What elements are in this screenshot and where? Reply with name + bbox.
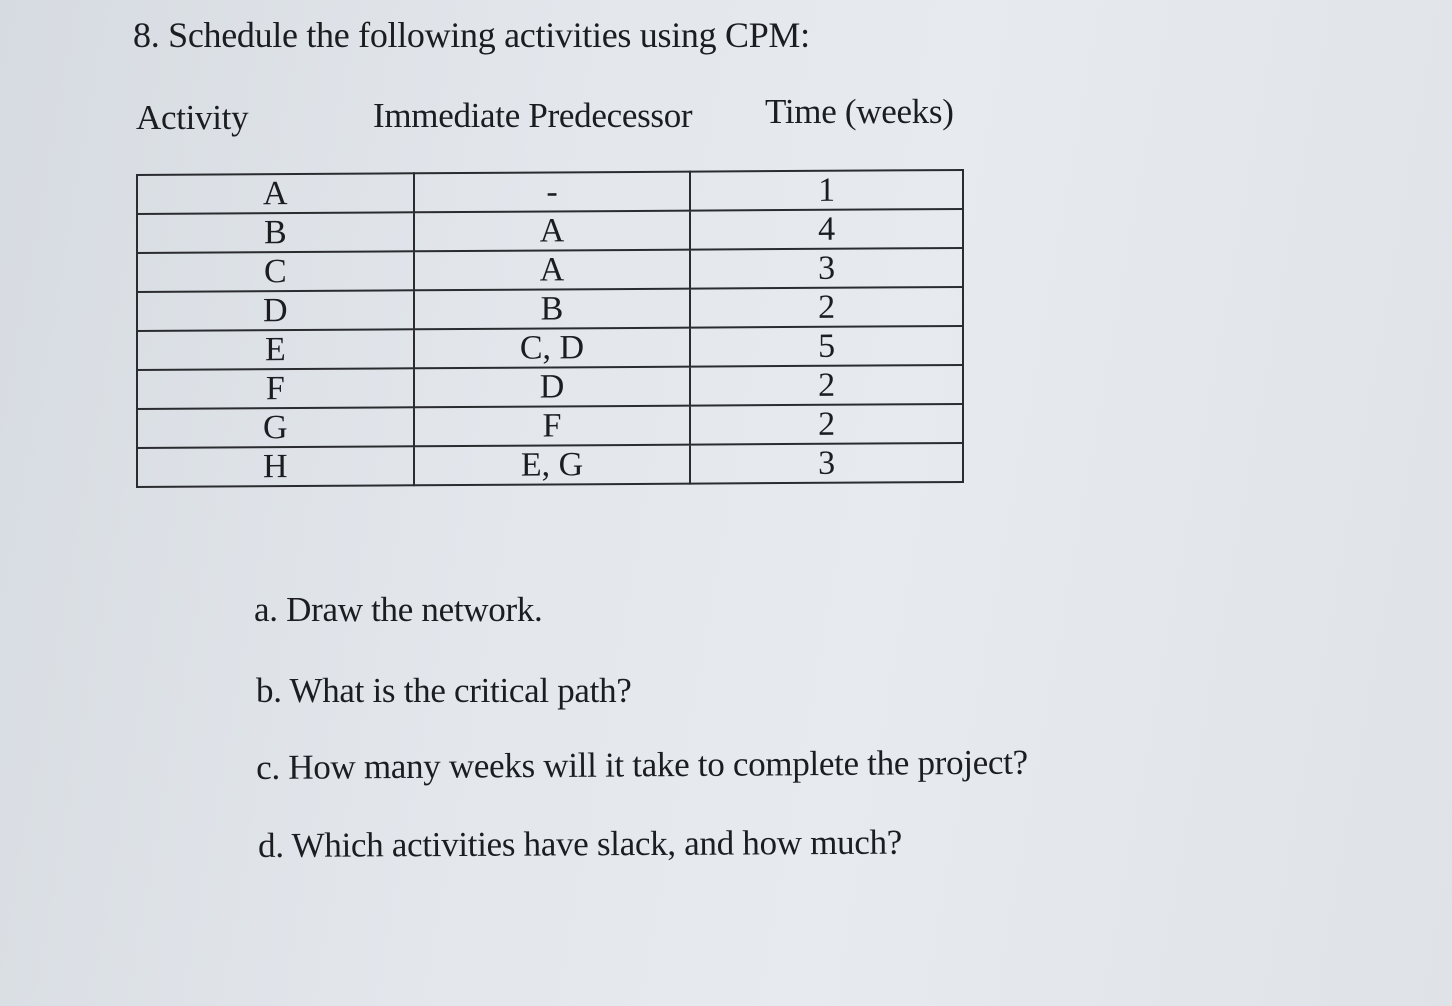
table-row bbox=[137, 248, 963, 292]
activity-cell: A bbox=[137, 173, 414, 214]
table-row bbox=[137, 209, 963, 253]
time-cell: 3 bbox=[690, 248, 963, 289]
time-cell: 4 bbox=[690, 209, 963, 250]
time-cell: 5 bbox=[690, 326, 963, 367]
predecessor-cell: E, G bbox=[414, 445, 691, 486]
time-cell: 2 bbox=[690, 365, 963, 406]
activity-table bbox=[136, 169, 964, 488]
predecessor-cell: A bbox=[414, 250, 691, 291]
header-immediate-predecessor: Immediate Predecessor bbox=[373, 96, 693, 135]
question-a: a. Draw the network. bbox=[254, 590, 543, 629]
activity-cell: B bbox=[137, 212, 414, 253]
problem-title: 8. Schedule the following activities using CPM: bbox=[133, 15, 810, 55]
predecessor-cell: D bbox=[414, 367, 691, 408]
table-row bbox=[137, 365, 963, 409]
predecessor-cell: B bbox=[414, 289, 691, 330]
time-cell: 1 bbox=[690, 170, 963, 211]
predecessor-cell: A bbox=[414, 211, 691, 252]
question-d: d. Which activities have slack, and how much? bbox=[258, 822, 903, 865]
table-row bbox=[137, 170, 963, 214]
time-cell: 3 bbox=[690, 443, 963, 484]
header-activity: Activity bbox=[136, 98, 249, 137]
predecessor-cell: - bbox=[414, 172, 691, 213]
activity-cell: G bbox=[137, 407, 414, 448]
time-cell: 2 bbox=[690, 287, 963, 328]
activity-cell: H bbox=[137, 446, 414, 487]
predecessor-cell: F bbox=[414, 406, 691, 447]
activity-cell: F bbox=[137, 368, 414, 409]
table-row bbox=[137, 326, 963, 370]
table-row bbox=[137, 287, 963, 331]
table-row bbox=[137, 443, 963, 487]
question-c: c. How many weeks will it take to complete the project? bbox=[256, 742, 1028, 787]
activity-cell: E bbox=[137, 329, 414, 370]
predecessor-cell: C, D bbox=[414, 328, 691, 369]
time-cell: 2 bbox=[690, 404, 963, 445]
table-row bbox=[137, 404, 963, 448]
header-time-weeks: Time (weeks) bbox=[765, 92, 954, 131]
activity-cell: D bbox=[137, 290, 414, 331]
question-b: b. What is the critical path? bbox=[256, 671, 632, 710]
activity-cell: C bbox=[137, 251, 414, 292]
